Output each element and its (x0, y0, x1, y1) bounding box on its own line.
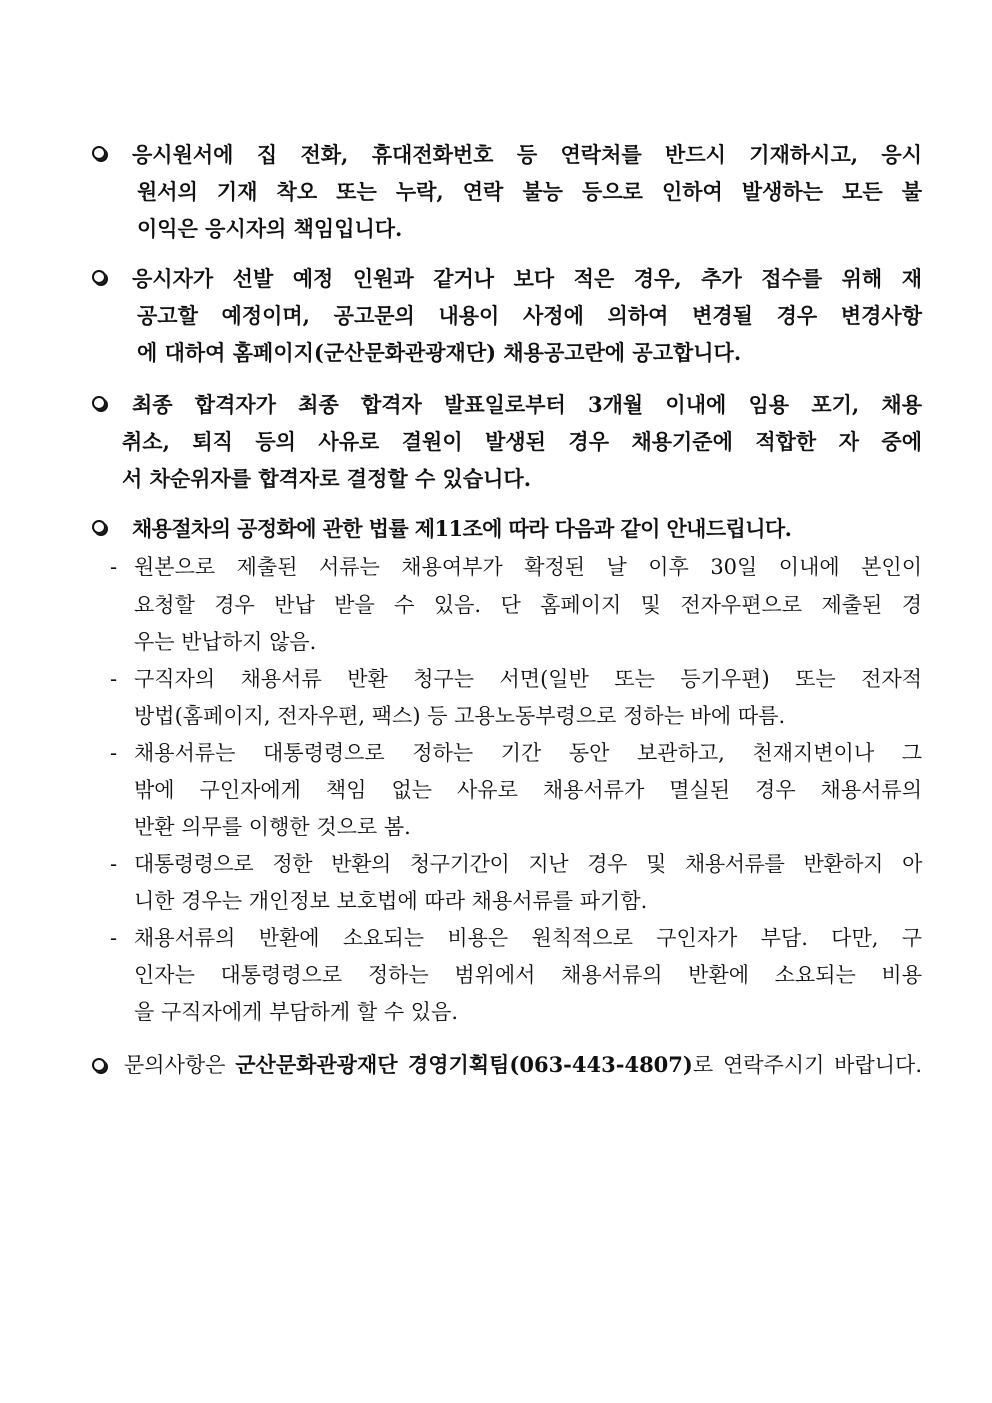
notice-line: 이익은 응시자의 책임입니다. (137, 216, 403, 241)
list-item-text: 을 구직자에게 부담하게 할 수 있음. (134, 1000, 459, 1024)
list-item-text: 원본으로 제출된 서류는 채용여부가 확정된 날 이후 30일 이내에 본인이 (134, 555, 922, 579)
contact-suffix: 로 연락주시기 바랍니다. (692, 1053, 923, 1077)
contact-organization: 군산문화관광재단 경영기획팀(063-443-4807) (235, 1052, 693, 1077)
list-item (110, 662, 922, 696)
circle-bullet-icon (92, 396, 106, 410)
list-item (110, 847, 922, 881)
notice-line: 공고할 예정이며, 공고문의 내용이 사정에 의하여 변경될 경우 변경사항 (137, 303, 922, 328)
list-item-text: 요청할 경우 반납 받을 수 있음. 단 홈페이지 및 전자우편으로 제출된 경 (134, 593, 922, 617)
dash-marker: - (110, 852, 118, 876)
list-item-text: 방법(홈페이지, 전자우편, 팩스) 등 고용노동부령으로 정하는 바에 따름. (134, 704, 786, 728)
notice-line: 취소, 퇴직 등의 사유로 결원이 발생된 경우 채용기준에 적합한 자 중에 (122, 429, 922, 454)
circle-bullet-icon (92, 146, 106, 160)
dash-marker: - (110, 741, 118, 765)
list-item-text: 채용서류의 반환에 소요되는 비용은 원칙적으로 구인자가 부담. 다만, 구 (134, 926, 922, 950)
list-item-text: 구직자의 채용서류 반환 청구는 서면(일반 또는 등기우편) 또는 전자적 (134, 667, 922, 691)
dash-marker: - (110, 926, 118, 950)
list-item-text: 밖에 구인자에게 책임 없는 사유로 채용서류가 멸실된 경우 채용서류의 (134, 778, 922, 802)
list-item-text: 대통령령으로 정한 반환의 청구기간이 지난 경우 및 채용서류를 반환하지 아 (134, 852, 922, 876)
notice-line: 서 차순위자를 합격자로 결정할 수 있습니다. (122, 466, 532, 491)
section-heading: 채용절차의 공정화에 관한 법률 제11조에 따라 다음과 같이 안내드립니다. (132, 516, 792, 541)
contact-prefix: 문의사항은 (124, 1053, 236, 1077)
list-item (110, 736, 922, 770)
list-item-text: 우는 반납하지 않음. (134, 630, 317, 654)
contact-notice (92, 1048, 922, 1082)
notice-line: 최종 합격자가 최종 합격자 발표일로부터 3개월 이내에 임용 포기, 채용 (132, 392, 922, 417)
notice-line: 에 대하여 홈페이지(군산문화관광재단) 채용공고란에 공고합니다. (137, 340, 742, 365)
list-item-text: 인자는 대통령령으로 정하는 범위에서 채용서류의 반환에 소요되는 비용 (134, 963, 922, 987)
dash-marker: - (110, 555, 118, 579)
list-item (110, 921, 922, 955)
list-item-text: 반환 의무를 이행한 것으로 봄. (134, 815, 411, 839)
list-item (110, 550, 922, 584)
circle-bullet-icon (92, 520, 106, 534)
circle-bullet-icon (92, 1058, 106, 1072)
list-item-text: 채용서류는 대통령령으로 정하는 기간 동안 보관하고, 천재지변이나 그 (134, 741, 922, 765)
dash-marker: - (110, 667, 118, 691)
notice-line: 응시원서에 집 전화, 휴대전화번호 등 연락처를 반드시 기재하시고, 응시 (132, 142, 922, 167)
list-item-text: 니한 경우는 개인정보 보호법에 따라 채용서류를 파기함. (134, 889, 648, 913)
contact-text (124, 1048, 922, 1082)
notice-line: 원서의 기재 착오 또는 누락, 연락 불능 등으로 인하여 발생하는 모든 불 (137, 179, 922, 204)
circle-bullet-icon (92, 270, 106, 284)
notice-line: 응시자가 선발 예정 인원과 같거나 보다 적은 경우, 추가 접수를 위해 재 (132, 266, 922, 291)
